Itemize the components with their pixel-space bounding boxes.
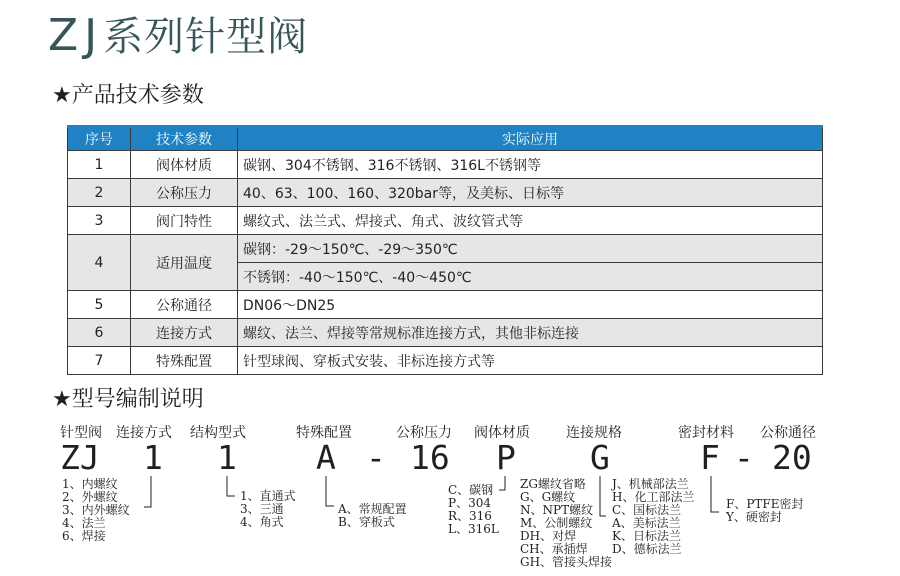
code-pressure: 16	[410, 438, 450, 477]
list-item: D、德标法兰	[612, 542, 682, 556]
list-item: A、美标法兰	[612, 516, 681, 530]
list-item: 6、焊接	[62, 529, 106, 543]
row-value: 碳钢、304不锈钢、316不锈钢、316L不锈钢等	[238, 151, 823, 179]
list-item: C、碳钢	[448, 483, 494, 497]
row-item: 适用温度	[131, 235, 238, 291]
row-item: 连接方式	[131, 319, 238, 347]
row-no: 3	[68, 207, 131, 235]
row-no: 4	[68, 235, 131, 291]
list-item: 3、三通	[240, 502, 284, 516]
code-structure: 1	[217, 438, 237, 477]
list-item: 4、角式	[240, 515, 284, 529]
list-item: DH、对焊	[520, 529, 577, 543]
list-item: K、日标法兰	[612, 529, 681, 543]
row-value: 40、63、100、160、320bar等，及美标、日标等	[238, 179, 823, 207]
code-spec: G	[590, 438, 610, 477]
label-special: 特殊配置	[296, 425, 352, 441]
code-dash-1: -	[366, 438, 386, 477]
list-item: F、PTFE密封	[726, 497, 804, 511]
row-no: 7	[68, 347, 131, 375]
code-material: P	[496, 438, 516, 477]
options-seal	[726, 498, 804, 524]
label-seal: 密封材料	[678, 425, 734, 441]
list-item: R、316	[448, 509, 492, 523]
row-value: 螺纹、法兰、焊接等常规标准连接方式，其他非标连接	[238, 319, 823, 347]
label-spec: 连接规格	[566, 425, 622, 441]
row-no: 5	[68, 291, 131, 319]
code-special: A	[316, 438, 336, 477]
list-item: 2、外螺纹	[62, 490, 118, 504]
row-no: 1	[68, 151, 131, 179]
list-item: 1、直通式	[240, 489, 296, 503]
code-bore: 20	[772, 438, 812, 477]
options-spec-flange	[612, 478, 694, 556]
options-connection	[62, 478, 130, 543]
row-item: 阀门特性	[131, 207, 238, 235]
row-no: 6	[68, 319, 131, 347]
label-bore: 公称通径	[760, 425, 816, 441]
list-item: CH、承插焊	[520, 542, 588, 556]
row-value: 螺纹式、法兰式、焊接式、角式、波纹管式等	[238, 207, 823, 235]
label-material: 阀体材质	[474, 425, 530, 441]
bracket-seal	[711, 476, 719, 512]
row-item: 公称通径	[131, 291, 238, 319]
list-item: L、316L	[448, 522, 499, 536]
header-item: 技术参数	[131, 127, 238, 151]
bracket-structure	[227, 476, 235, 496]
options-special	[338, 503, 407, 529]
list-item: A、常规配置	[338, 502, 407, 516]
list-item: Y、硬密封	[726, 510, 782, 524]
list-item: G、G螺纹	[520, 490, 576, 504]
code-seal: F	[700, 438, 720, 477]
options-material	[448, 484, 499, 536]
header-application: 实际应用	[238, 127, 823, 151]
label-pressure: 公称压力	[396, 425, 452, 441]
list-item: GH、管接头焊接	[520, 555, 613, 569]
label-structure: 结构型式	[190, 425, 246, 441]
label-connection: 连接方式	[116, 425, 172, 441]
label-valve: 针型阀	[60, 425, 102, 441]
row-item: 阀体材质	[131, 151, 238, 179]
list-item: J、机械部法兰	[612, 477, 689, 491]
list-item: ZG螺纹省略	[520, 477, 586, 491]
row-no: 2	[68, 179, 131, 207]
list-item: P、304	[448, 496, 491, 510]
row-item: 特殊配置	[131, 347, 238, 375]
code-dash-2: -	[734, 438, 754, 477]
row-value: 碳钢：-29～150℃、-29～350℃	[238, 235, 823, 263]
options-spec-thread	[520, 478, 612, 569]
list-item: 1、内螺纹	[62, 477, 118, 491]
header-no: 序号	[68, 127, 131, 151]
bracket-special	[326, 476, 334, 506]
title-text: 系列针型阀	[103, 14, 309, 60]
code-connection: 1	[143, 438, 163, 477]
list-item: C、国标法兰	[612, 503, 682, 517]
row-value: DN06～DN25	[238, 291, 823, 319]
model-heading: ★型号编制说明	[52, 387, 204, 412]
list-item: M、公制螺纹	[520, 516, 593, 530]
code-zj: ZJ	[60, 438, 100, 477]
list-item: 4、法兰	[62, 516, 106, 530]
list-item: H、化工部法兰	[612, 490, 695, 504]
list-item: N、NPT螺纹	[520, 503, 594, 517]
title-prefix: ZJ	[48, 10, 104, 61]
list-item: 3、内外螺纹	[62, 503, 130, 517]
row-value: 针型球阀、穿板式安装、非标连接方式等	[238, 347, 823, 375]
params-heading: ★产品技术参数	[52, 83, 204, 108]
options-structure	[240, 490, 296, 529]
row-item: 公称压力	[131, 179, 238, 207]
bracket-material	[499, 476, 505, 490]
list-item: B、穿板式	[338, 515, 395, 529]
bracket-connection	[144, 476, 151, 507]
row-value: 不锈钢：-40～150℃、-40～450℃	[238, 263, 823, 291]
